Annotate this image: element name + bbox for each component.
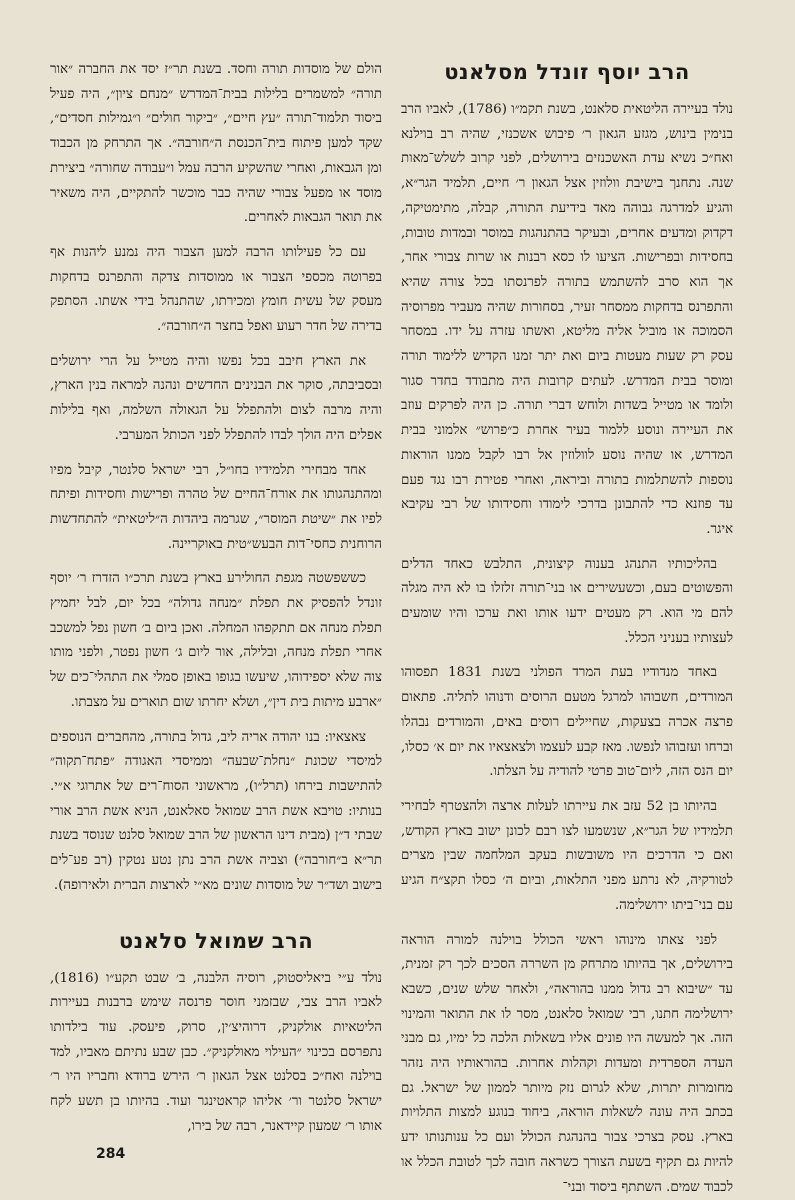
article-title-yosef-zundel: הרב יוסף זונדל מסלאנט: [444, 60, 690, 84]
article-title-shmuel-salant: הרב שמואל סלאנט: [118, 928, 314, 953]
paragraph: בהליכותיו התנהג בענוה קיצונית, התלבש כאחד הדלים והפשוטים בעם, וכשעשירים או בני־תורה זלזלו בו לא היה מגלה להם מי הוא. רק מעטים ידעו אותו ואת ערכו והיו שומעים לעצותיו בעניני הכלל.: [401, 556, 733, 646]
left-column: [50, 58, 382, 1200]
paragraph: עם כל פעילותו הרבה למען הצבור היה נמנע ליהנות אף בפרוטה מכספי הצבור או ממוסדות צדקה והתפרנס בדחקות מעסק של עשית חומץ ומכירתו, שהתנהל בידי אשתו. הסתפק בדירה של חדר רעוע ואפל בחצר ה״חורבה״.: [50, 244, 382, 335]
paragraph: נולד ע״י ביאליסטוק, רוסיה הלבנה, ב׳ שבט תקע״ו (1816), לאביו הרב צבי, שבזמני חוסר פרנסה שימש ברבנות בעיירות הליטאיות אולקניק, דרוהיצ׳ין, סרוק, פיעסק. עוד בילדותו נתפרסם בכינוי ״העילוי מאולקניק״. כבן שבע נתיתם מאביו, למד בוילנה ואח״כ בסלנט אצל הגאון ר׳ הירש ברודא וחבריו היו ר׳ ישראל סלנטר ור׳ אליהו קראטינגר ועוד. בהיותו בן תשע לקח אותו ר׳ שמעון קיידאנר, רבה של בירו,: [50, 970, 382, 1134]
paragraph: צאצאיו: בנו יהודה אריה ליב, גדול בתורה, מהחברים הנוספים למיסדי שכונת ״נחלת־שבעה״ וממיסדי האגודה ״פתח־תקוה״ להתישבות בירחו (תרל״ו), מראשוני הסוח־רים של אתרוגי א״י. בנותיו: טויבא אשת הרב שמואל סאלאנט, הניא אשת הרב אורי שבתי ד״ן (מבית דינו הראשון של הרב שמואל סלנט שנוסד בשנת תר״א ב״חורבה״) וצביה אשת הרב נתן נטע נטקין (רב פע־לים בישוב ושד״ר של מוסדות שונים מא״י לארצות הברית ולאירופה).: [50, 729, 382, 893]
paragraph: נולד בעיירה הליטאית סלאנט, בשנת תקמ״ו (1786), לאביו הרב בנימין בינוש, מגזע הגאון ר׳ פיבוש אשכנזי, שהיה רב בוילנא ואח״כ נשיא עדת האשכנזים בירושלים, לפני קרוב לשלש־מאות שנה. נתחנך בישיבת וולוזין אצל הגאון ר׳ חיים, תלמיד הגר״א, והגיע למדרגה גבוהה מאד בידיעת התורה, קבלה, מתימטיקה, דקדוק ומדעים אחרים, ובעיקר בהתנהגות במוסר ובמדות טובות, בחסידות ובפרישות. הציעו לו כסא רבנות או שרות צבורי אחר, אך הוא סרב להשתמש בתורה לפרנסתו בכל צורה שהיא והתפרנס בדחקות ממסחר זעיר, בסחורות שהיה מעביר מפרוסיה הסמוכה או מוביל אליה מליטא, ואשתו עזרה על ידו. במסחר עסק רק שעות מעטות ביום ואת יתר זמנו הקדיש ללימוד תורה ומוסר בבית המדרש. לעתים קרובות היה מתבודד בחדר סגור ולומד או מטייל בשדות ולוחש דברי תורה. כן היה לפרקים עוזב את העיירה ונוסע ללמוד בעיר אחרת כ״פרוש״ אלמוני בבית המדרש, או שהיה נוסע לוולוזין אל רבו לקבל ממנו הוראות נוספות להשתלמות בתורה וביראה, ואחרי פטירת רבו נגד פעם עד פוזנא כדי להתבונן בדרכי לימודו וחסידותו של רבי עקיבא איגר.: [401, 102, 734, 537]
paragraph: לפני צאתו מינוהו ראשי הכולל בוילנה למורה הוראה בירושלים, אך בהיותו מתרחק מן השררה הסכים לכך רק זמנית, עד ״שיבוא רב גדול ממנו בהוראה״, ולאחר שלש שנים, כשבא ירושלימה חתנו, רבי שמואל סלאנט, מסר לו את התואר והמינוי הזה. אך למעשה היו פונים אליו בשאלות הלכה כל ימיו, גם מבני העדה הספרדית ומעדות וקהלות אחרות. בהוראותיו היה נזהר מחומרות יתרות, שלא לגרום נזק מיותר לממון של ישראל. גם בכתב היה עונה לשאלות הוראה, ביחוד בנוגע למצות התלויות בארץ. עסק בצרכי צבור בהנהגת הכולל ועם כל ענותנותו ידע להיות גם תקיף בשעת הצורך כשראה חובה לכך לטובת הכלל או לכבוד שמים. השתתף ביסוד ובני־: [401, 932, 733, 1195]
paragraph: הולם של מוסדות תורה וחסד. בשנת תר״ז יסד את החברה ״אור תורה״ למשמרים בלילות בבית־המדרש ״מנחם ציון״, היה פעיל ביסוד תלמוד־תורה ״עץ חיים״, ״ביקור חולים״ ו״גמילות חסדים״, שקד למען פיתוח בית־הכנסת ה״חורבה״. אך התרחק מן הכבוד ומן הגבאות, ואחרי שהשקיע הרבה עמל ו״עבודה שחורה״ ביצירת מוסד או מפעל צבורי שהיה כבר מוכשר להתקיים, היה משאיר את תואר הגבאות לאחרים.: [50, 62, 382, 226]
paragraph: את הארץ חיבב בכל נפשו והיה מטייל על הרי ירושלים ובסביבתה, סוקר את הבנינים החדשים ונהנה למראה בנין הארץ, והיה מרבה לצום ולהתפלל על הגאולה השלמה, ואף בלילות אפלים היה הולך לבדו להתפלל לפני הכותל המערבי.: [50, 353, 382, 443]
right-column: [401, 58, 733, 1200]
paragraph: באחד מנדודיו בעת המרד הפולני בשנת 1831 תפסוהו המורדים, חשבוהו למרגל מטעם הרוסים ודנוהו לתליה. פתאום פרצה אכרה בצעקות, שחיילים רוסים באים, והמורדים נבהלו וברחו ועזבוהו לנפשו. מאז קבע לעצמו ולצאצאיו את יום א׳ כסלו, יום הנס הזה, ליום־טוב פרטי להודיה על הצלתו.: [401, 665, 733, 780]
paragraph: בהיותו בן 52 עזב את עיירתו לעלות ארצה ולהצטרף לבחירי תלמידיו של הגר״א, שנשמעו לצו רבם לכונן ישוב בארץ הקודש, ואם כי הדרכים היו משובשות בעקב המלחמה שבין מצרים לטורקיה, לא נרתע מפני התלאות, וביום ה׳ כסלו תקצ״ח הגיע עם בני־ביתו ירושלימה.: [401, 798, 733, 913]
paragraph: כששפשטה מגפת החולירע בארץ בשנת תרכ״ו הזדרז ר׳ יוסף זונדל להפסיק את תפלת ״מנחה גדולה״ בכל יום, לבל יחמיץ תפלת מנחה אם תתקפהו המחלה. ואכן ביום ב׳ חשון נפל למשכב אחרי תפלת מנחה, ובלילה, אור ליום ג׳ חשון נפטר, ולפני מותו צוה שלא יספידוהו, שיעשו בגופו באופן סמלי את התהלי־כים של ״ארבע מיתות בית דין״, ושלא יחרתו שום תוארים על מצבתו.: [50, 571, 382, 710]
two-column-layout: [50, 58, 733, 1200]
page-number: 284: [96, 1146, 126, 1162]
paragraph: אחד מבחירי תלמידיו בחו״ל, רבי ישראל סלנטר, קיבל מפיו ומהתנהגותו את אורח־החיים של טהרה ופרישות וחסידות ופיתח לפיו את ״שיטת המוסר״, שגרמה ביהדות ה״ליטאית״ להתחדשות הרוחנית כחסי־דות הבעש״טית באוקריינה.: [50, 462, 382, 552]
